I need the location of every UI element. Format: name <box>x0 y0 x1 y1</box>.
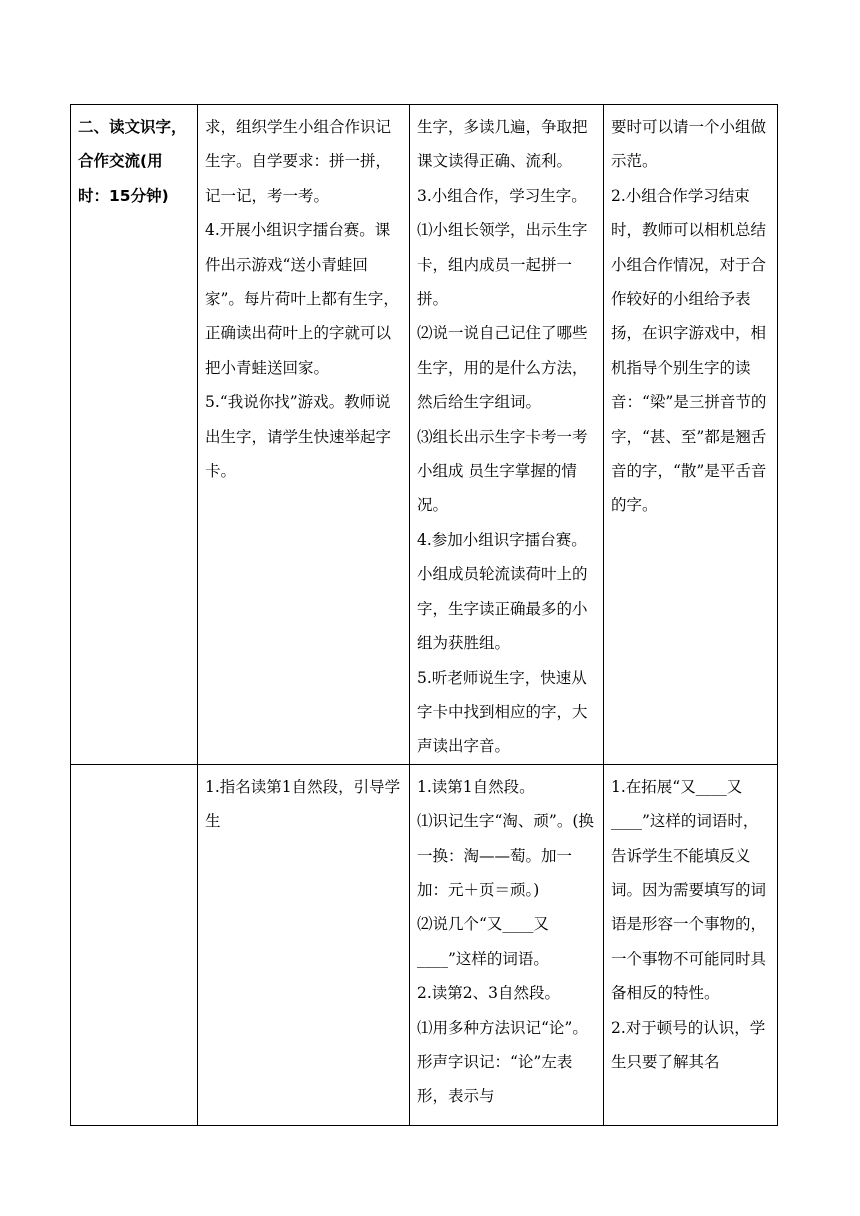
paragraph: 3.小组合作，学习生字。 <box>417 186 587 205</box>
paragraph: 求，组织学生小组合作识记生字。自学要求：拼一拼，记一记，考一考。 <box>205 118 392 205</box>
paragraph: ⑵说一说自己记住了哪些生字，用的是什么方法，然后给生字组词。 <box>417 324 588 412</box>
teacher-activity-cell <box>198 764 410 1125</box>
paragraph: 生字，多读几遍，争取把课文读得正确、流利。 <box>417 118 588 171</box>
paragraph: ⑵说几个“又____又____”这样的词语。 <box>417 915 549 968</box>
paragraph: 5.“我说你找”游戏。教师说出生字，请学生快速举起字卡。 <box>205 393 392 481</box>
paragraph: 4.参加小组识字擂台赛。小组成员轮流读荷叶上的字，生字读正确最多的小组为获胜组。 <box>417 530 588 653</box>
stage-cell <box>71 764 198 1125</box>
paragraph: 1.读第1自然段。 <box>417 777 535 796</box>
paragraph: 2.读第2、3自然段。 <box>417 984 561 1003</box>
notes-cell <box>604 105 778 765</box>
paragraph: 2.对于顿号的认识，学生只要了解其名 <box>611 1018 766 1071</box>
lesson-plan-table <box>70 104 778 1126</box>
table-row <box>71 105 778 765</box>
paragraph: 2.小组合作学习结束时，教师可以相机总结小组合作情况，对于合作较好的小组给予表扬，在识字游戏中，相机指导个别生字的读音：“梁”是三拼音节的字，“甚、至”都是翘舌音的字，“散”是平舌音的字。 <box>611 186 767 515</box>
table-row <box>71 764 778 1125</box>
paragraph: 5.听老师说生字，快速从字卡中找到相应的字，大声读出字音。 <box>417 668 588 756</box>
notes-cell <box>604 764 778 1125</box>
student-activity-cell <box>410 105 604 765</box>
student-activity-cell <box>410 764 604 1125</box>
paragraph: 4.开展小组识字擂台赛。课件出示游戏“送小青蛙回家”。每片荷叶上都有生字，正确读出荷叶上的字就可以把小青蛙送回家。 <box>205 221 399 377</box>
paragraph: 1.在拓展“又____又____”这样的词语时，告诉学生不能填反义词。因为需要填写的词语是形容一个事物的，一个事物不可能同时具备相反的特性。 <box>611 777 767 1003</box>
paragraph: ⑶组长出示生字卡考一考小组成 员生字掌握的情况。 <box>417 427 588 515</box>
stage-cell: 二、读文识字，合作交流(用时：15分钟) <box>71 105 198 765</box>
paragraph: ⑴用多种方法识记“论”。形声字识记：“论”左表形，表示与 <box>417 1018 588 1106</box>
paragraph: ⑴小组长领学，出示生字卡，组内成员一起拼一拼。 <box>417 221 588 309</box>
teacher-activity-cell <box>198 105 410 765</box>
paragraph: ⑴识记生字“淘、顽”。(换一换：淘——萄。加一加：元＋页＝顽。) <box>417 812 594 899</box>
paragraph: 1.指名读第1自然段，引导学生 <box>205 777 401 831</box>
paragraph: 要时可以请一个小组做示范。 <box>611 118 767 171</box>
